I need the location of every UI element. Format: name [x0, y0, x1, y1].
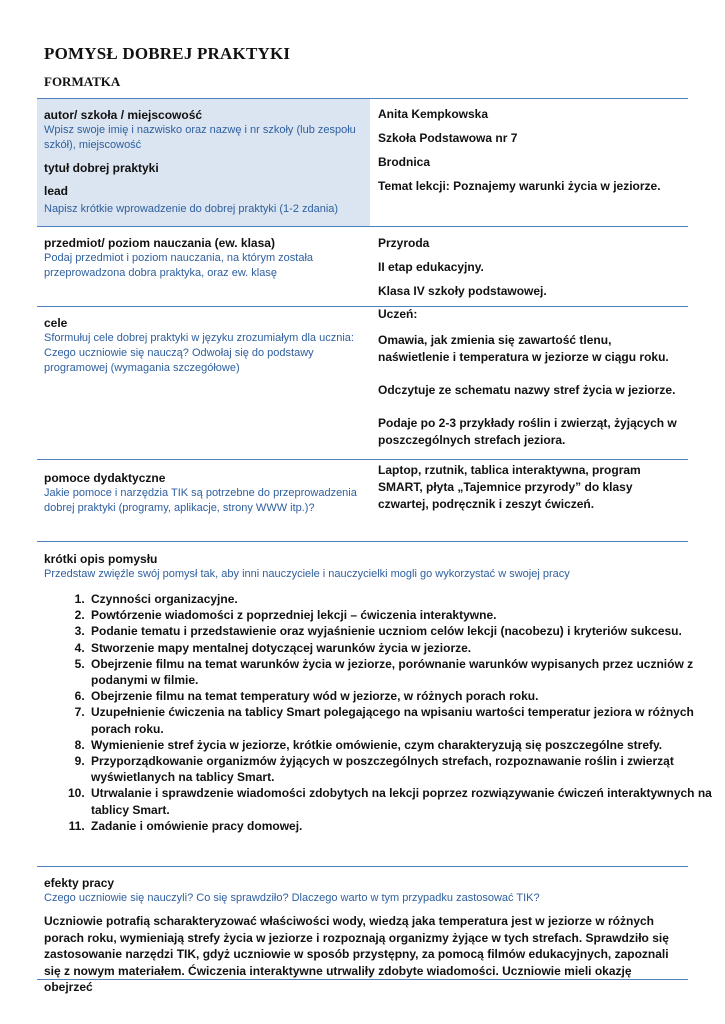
- description-header: [44, 551, 684, 582]
- list-item: 4. Stworzenie mapy mentalnej dotyczącej warunków życia w jeziorze.: [88, 640, 725, 656]
- school-name: Szkoła Podstawowa nr 7: [378, 131, 518, 145]
- author-name: Anita Kempkowska: [378, 107, 489, 121]
- list-item: 3. Podanie tematu i przedstawienie oraz wyjaśnienie uczniom celów lekcji (nacobezu) i kryteriów sukcesu.: [88, 623, 725, 639]
- list-item: 5. Obejrzenie filmu na temat warunków życia w jeziorze, porównanie warunków wypisanych przez uczniów z podanymi w filmie.: [88, 656, 725, 688]
- stage-value: II etap edukacyjny.: [378, 260, 484, 274]
- lead-hint: Napisz krótkie wprowadzenie do dobrej praktyki (1-2 zdania): [44, 203, 339, 215]
- row3-right: [378, 306, 683, 449]
- goals-label: cele: [44, 316, 68, 330]
- aids-hint: Jakie pomoce i narzędzia TIK są potrzebne do przeprowadzenia dobrej praktyki (programy, aplikacje, strony WWW itp.)?: [44, 487, 357, 514]
- rule-description: [37, 541, 688, 542]
- effects-text: Uczniowie potrafią scharakteryzować właściwości wody, wiedzą jaka temperatura jest w jeziorze w różnych porach roku, wymieniają strefy życia w jeziorze i rozpoznają organizmy żyjące w tych strefach. Sprawdziło się zastosowanie narzędzi TIK, gdyż uczniowie w sposób przystępny, za pomocą filmów edukacyjnych, zapoznali się z nowym materiałem. Ćwiczenia interaktywne utrwaliły zdobyte wiadomości. Uczniowie mieli okazję obejrzeć: [44, 914, 669, 994]
- page-subtitle: FORMATKA: [44, 74, 121, 89]
- row2-right: [378, 235, 683, 300]
- rule-effects: [37, 866, 688, 867]
- effects-header: [44, 875, 684, 906]
- list-item: 7. Uzupełnienie ćwiczenia na tablicy Smart polegającego na wpisaniu wartości temperatur jeziora w różnych porach roku.: [88, 704, 725, 736]
- row4-right: [378, 462, 683, 513]
- goals-hint: Sformułuj cele dobrej praktyki w języku zrozumiałym dla ucznia: Czego uczniowie się nauczą? Odwołaj się do podstawy programowej (wymagania szczegółowe): [44, 332, 354, 374]
- subject-hint: Podaj przedmiot i poziom nauczania, na którym została przeprowadzona dobra praktyka, oraz ew. klasę: [44, 252, 314, 279]
- row1-right: [378, 106, 683, 195]
- list-item: 8. Wymienienie stref życia w jeziorze, krótkie omówienie, czym charakteryzują się poszczególne strefy.: [88, 737, 725, 753]
- goals-intro: Uczeń:: [378, 307, 418, 321]
- effects-hint: Czego uczniowie się nauczyli? Co się sprawdziło? Dlaczego warto w tym przypadku zastosować TIK?: [44, 892, 540, 904]
- lesson-steps-list: [44, 591, 725, 834]
- list-item: 11. Zadanie i omówienie pracy domowej.: [88, 818, 725, 834]
- author-label: autor/ szkoła / miejscowość: [44, 108, 203, 122]
- author-hint: Wpisz swoje imię i nazwisko oraz nazwę i nr szkoły (lub zespołu szkół), miejscowość: [44, 124, 356, 151]
- rule-row4: [37, 459, 688, 460]
- list-item: 9. Przyporządkowanie organizmów żyjących w poszczególnych strefach, rozpoznawanie roślin i zwierząt wyświetlanych na tablicy Smart.: [88, 753, 725, 785]
- description-hint: Przedstaw zwięźle swój pomysł tak, aby inni nauczyciele i nauczycielki mogli go wykorzystać w swojej pracy: [44, 568, 570, 580]
- goal-item: Odczytuje ze schematu nazwy stref życia w jeziorze.: [378, 383, 676, 397]
- effects-label: efekty pracy: [44, 876, 115, 890]
- subject-value: Przyroda: [378, 236, 430, 250]
- list-item: 6. Obejrzenie filmu na temat temperatury wód w jeziorze, w różnych porach roku.: [88, 688, 725, 704]
- lesson-topic: Temat lekcji: Poznajemy warunki życia w jeziorze.: [378, 179, 661, 193]
- aids-label: pomoce dydaktyczne: [44, 471, 166, 485]
- subject-label: przedmiot/ poziom nauczania (ew. klasa): [44, 236, 275, 250]
- rule-row2: [37, 226, 688, 227]
- list-item: 2. Powtórzenie wiadomości z poprzedniej lekcji – ćwiczenia interaktywne.: [88, 607, 725, 623]
- class-value: Klasa IV szkoły podstawowej.: [378, 284, 547, 298]
- list-item: 10. Utrwalanie i sprawdzenie wiadomości zdobytych na lekcji poprzez rozwiązywanie ćwiczeń interaktywnych na tablicy Smart.: [88, 785, 725, 817]
- page-title: POMYSŁ DOBREJ PRAKTYKI: [44, 44, 291, 63]
- row2-left: [44, 235, 364, 281]
- aids-value: Laptop, rzutnik, tablica interaktywna, program SMART, płyta „Tajemnice przyrody” do klasy czwartej, podręcznik i zeszyt ćwiczeń.: [378, 463, 641, 511]
- row3-left: [44, 315, 366, 376]
- list-item: 1. Czynności organizacyjne.: [88, 591, 725, 607]
- description-label: krótki opis pomysłu: [44, 552, 158, 566]
- goal-item: Omawia, jak zmienia się zawartość tlenu, naświetlenie i temperatura w jeziorze w ciągu roku.: [378, 333, 669, 364]
- lead-label: lead: [44, 184, 69, 198]
- row1-left: [44, 107, 364, 217]
- row4-left: [44, 470, 366, 516]
- title-label: tytuł dobrej praktyki: [44, 161, 159, 175]
- town-name: Brodnica: [378, 155, 431, 169]
- goal-item: Podaje po 2-3 przykłady roślin i zwierząt, żyjących w poszczególnych strefach jeziora.: [378, 416, 677, 447]
- rule-top: [37, 98, 688, 99]
